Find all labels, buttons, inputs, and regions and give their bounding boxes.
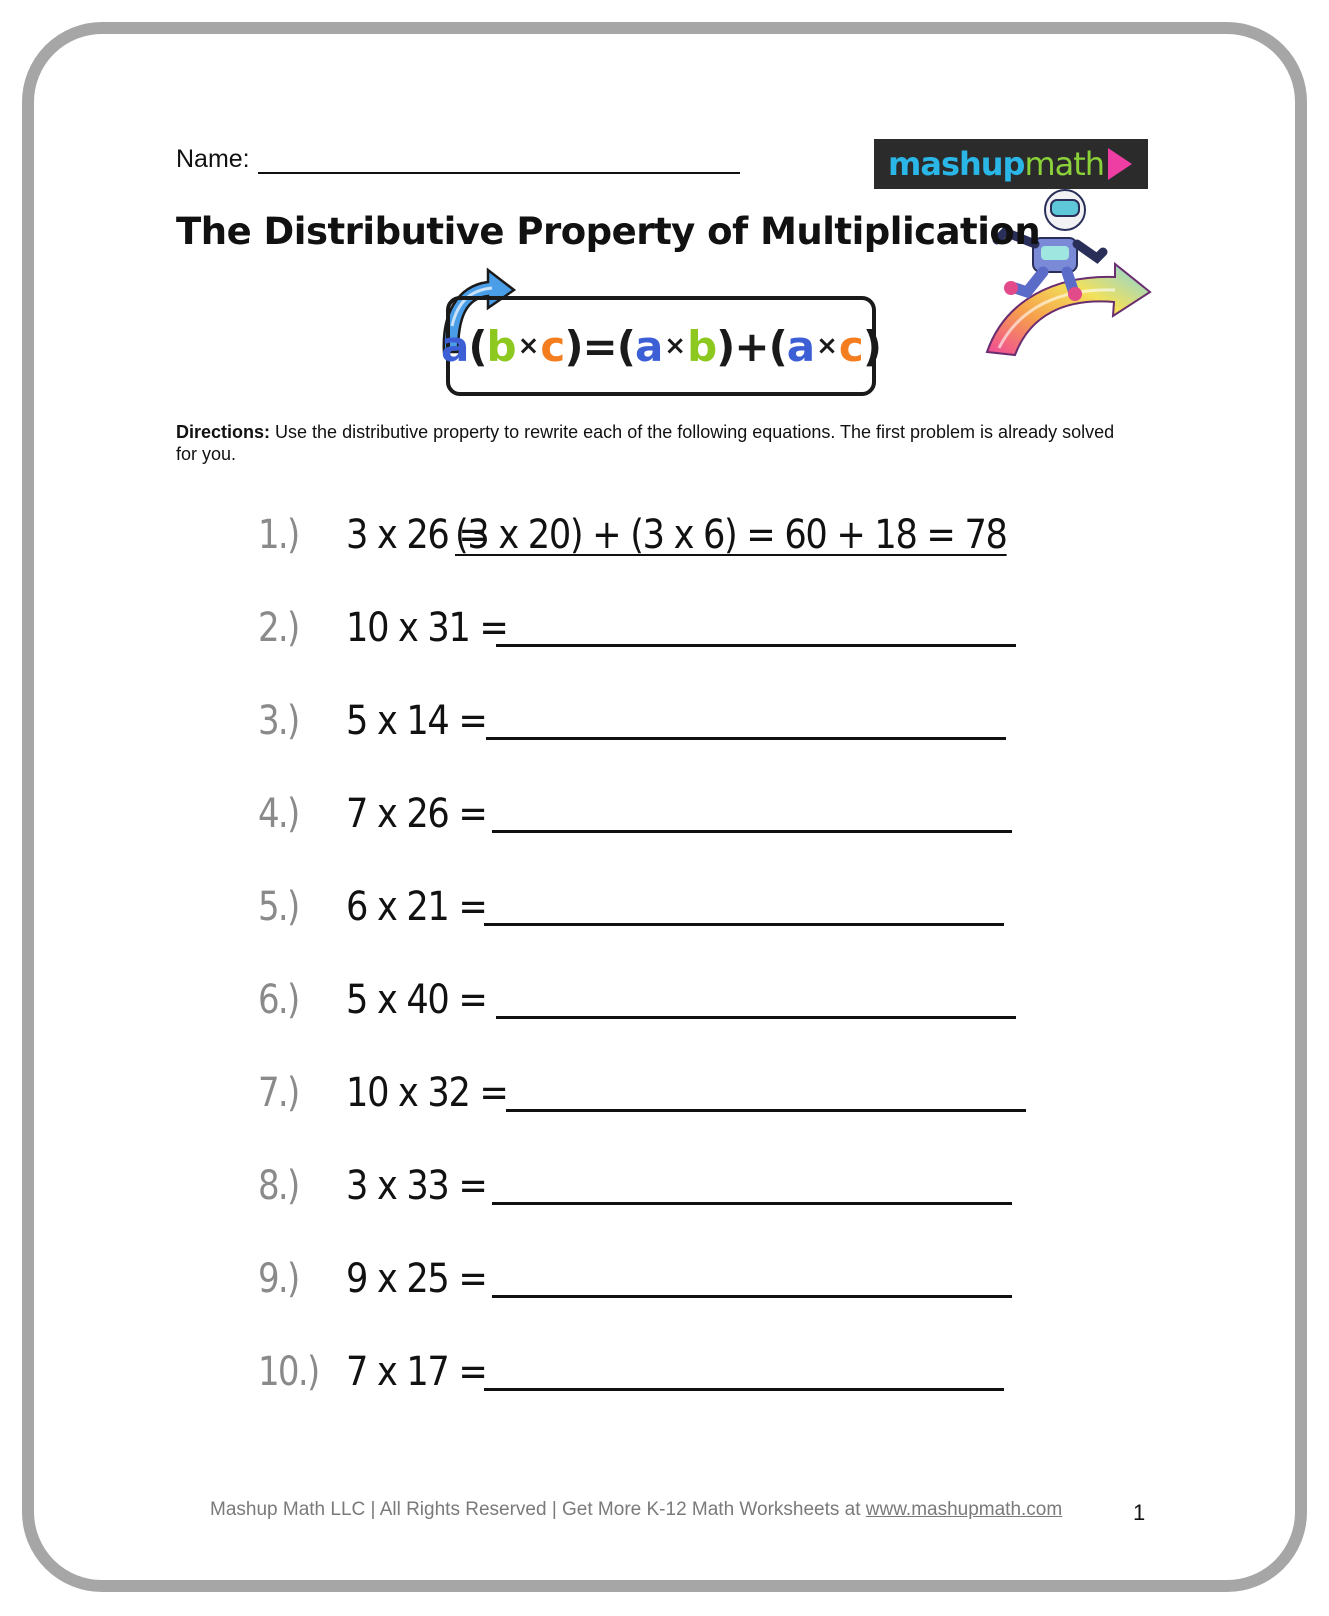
problem-6: 6.) 5 x 40 = [258, 963, 1016, 1023]
mashupmath-logo: mashup math [874, 139, 1148, 189]
answer-text: (3 x 20) + (3 x 6) = 60 + 18 = 78 [454, 512, 1007, 558]
answer-line[interactable] [492, 1295, 1012, 1298]
answer-line[interactable] [484, 1388, 1004, 1391]
answer-line[interactable] [484, 923, 1004, 926]
page-title: The Distributive Property of Multiplication [176, 210, 1041, 253]
answer-line[interactable] [506, 1109, 1026, 1112]
name-row [176, 145, 740, 174]
problem-9: 9.) 9 x 25 = [258, 1242, 1012, 1302]
answer-line[interactable] [492, 1202, 1012, 1205]
footer-link[interactable]: www.mashupmath.com [865, 1499, 1063, 1520]
answer-line[interactable] [486, 737, 1006, 740]
play-icon [1108, 148, 1132, 180]
name-field[interactable] [258, 146, 740, 174]
directions-text: Use the distributive property to rewrite each of the following equations. The first problem is already solved for you. [176, 422, 1115, 464]
problem-1: 1.) 3 x 26 = (3 x 20) + (3 x 6) = 60 + 18 = 78 [258, 512, 1007, 558]
answer-line[interactable] [496, 644, 1016, 647]
name-label: Name: [176, 145, 250, 173]
problem-7: 7.) 10 x 32 = [258, 1056, 1026, 1116]
problem-5: 5.) 6 x 21 = [258, 870, 1004, 930]
robot-rainbow-illustration [985, 180, 1175, 365]
distributive-formula: a ( b × c ) = ( a × b ) + ( a × c ) [446, 296, 876, 396]
answer-line[interactable] [496, 1016, 1016, 1019]
problem-2: 2.) 10 x 31 = [258, 591, 1016, 651]
problem-3: 3.) 5 x 14 = [258, 684, 1006, 744]
directions-label: Directions: [176, 422, 271, 442]
directions [176, 421, 1136, 465]
answer-line[interactable] [492, 830, 1012, 833]
page-number: 1 [1133, 1500, 1146, 1525]
footer [210, 1499, 1062, 1521]
problem-8: 8.) 3 x 33 = [258, 1149, 1012, 1209]
problem-10: 10.) 7 x 17 = [258, 1335, 1004, 1395]
problem-4: 4.) 7 x 26 = [258, 777, 1012, 837]
footer-text: Mashup Math LLC | All Rights Reserved | Get More K-12 Math Worksheets at [210, 1499, 866, 1520]
